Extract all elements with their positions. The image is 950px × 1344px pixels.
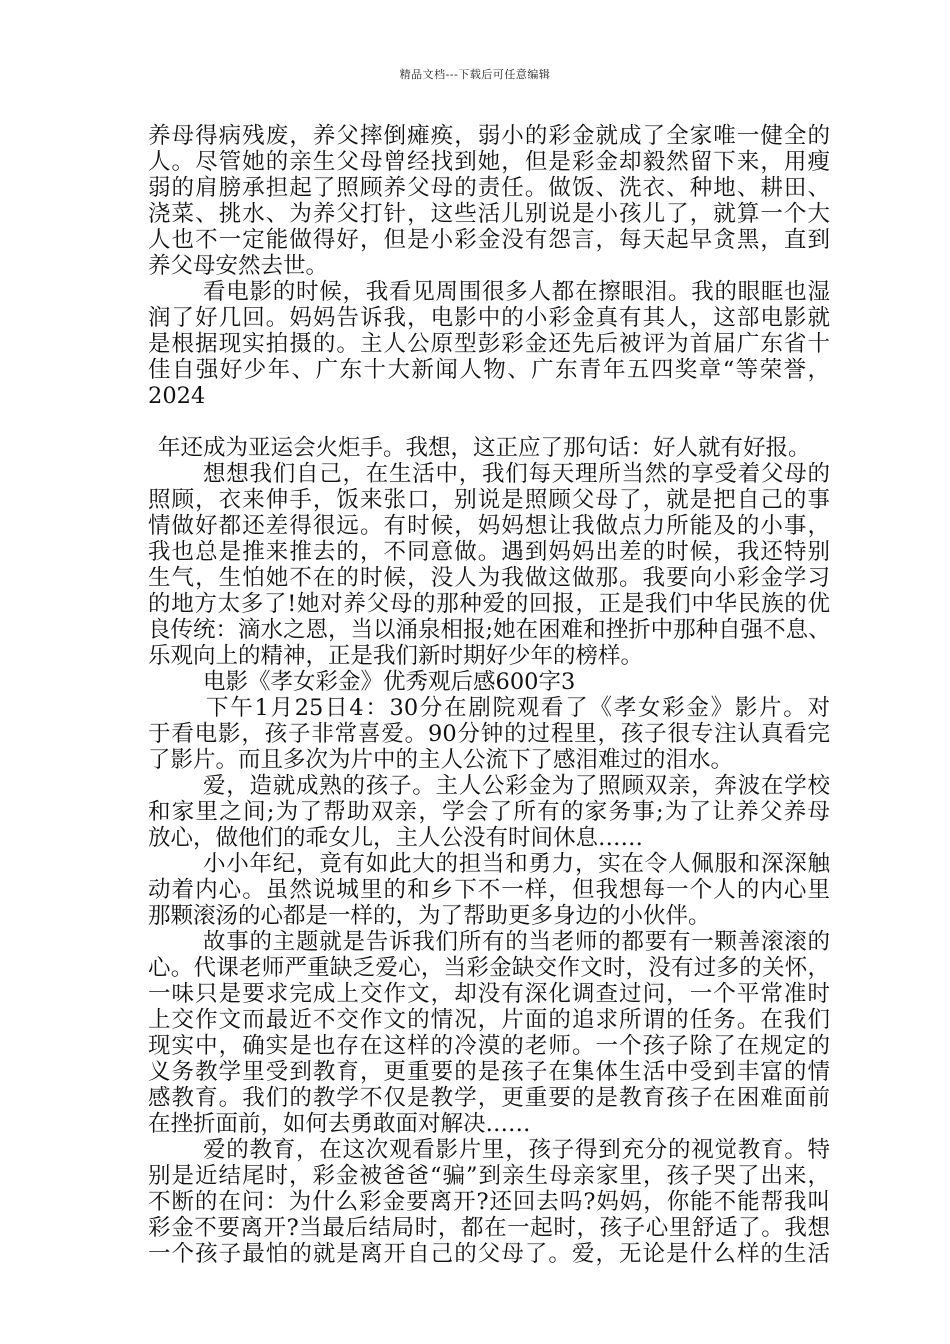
document-body	[148, 123, 830, 1267]
text-line: 不断的在问：为什么彩金要离开?还回去吗?妈妈，你能不能帮我叫	[148, 1189, 830, 1215]
text-line: 想想我们自己，在生活中，我们每天理所当然的享受着父母的	[203, 461, 830, 487]
text-line: 动着内心。虽然说城里的和乡下不一样，但我想每一个人的内心里	[148, 877, 830, 903]
text-line: 我也总是推来推去的，不同意做。遇到妈妈出差的时候，我还特别	[148, 539, 830, 565]
text-line: 那颗滚汤的心都是一样的，为了帮助更多身边的小伙伴。	[148, 903, 711, 929]
text-line: 人也不一定能做得好，但是小彩金没有怨言，每天起早贪黑，直到	[148, 227, 830, 253]
text-line: 养母得病残废，养父摔倒瘫痪，弱小的彩金就成了全家唯一健全的	[148, 123, 830, 149]
page-header: 精品文档---下载后可任意编辑	[399, 68, 551, 81]
text-line: 别是近结尾时，彩金被爸爸“骗”到亲生母亲家里，孩子哭了出来，	[148, 1163, 830, 1189]
text-line: 小小年纪，竟有如此大的担当和勇力，实在令人佩服和深深触	[203, 851, 830, 877]
text-line: 照顾，衣来伸手，饭来张口，别说是照顾父母了，就是把自己的事	[148, 487, 830, 513]
text-line: 义务教学里受到教育，更重要的是孩子在集体生活中受到丰富的情	[148, 1059, 830, 1085]
text-line: 彩金不要离开?当最后结局时，都在一起时，孩子心里舒适了。我想	[148, 1215, 830, 1241]
text-line: 一味只是要求完成上交作文，却没有深化调查过问，一个平常准时	[148, 981, 830, 1007]
text-line: 弱的肩膀承担起了照顾养父母的责任。做饭、洗衣、种地、耕田、	[148, 175, 830, 201]
text-line: 是根据现实拍摄的。主人公原型彭彩金还先后被评为首届广东省十	[148, 331, 830, 357]
text-line: 一个孩子最怕的就是离开自己的父母了。爱，无论是什么样的生活	[148, 1241, 830, 1267]
text-line: 人。尽管她的亲生父母曾经找到她，但是彩金却毅然留下来，用瘦	[148, 149, 830, 175]
text-line: 看电影的时候，我看见周围很多人都在擦眼泪。我的眼眶也湿	[203, 279, 830, 305]
text-line: 心。代课老师严重缺乏爱心，当彩金缺交作文时，没有过多的关怀，	[148, 955, 830, 981]
text-line: 2024	[148, 383, 206, 409]
text-line: 现实中，确实是也存在这样的冷漠的老师。一个孩子除了在规定的	[148, 1033, 830, 1059]
text-line: 故事的主题就是告诉我们所有的当老师的都要有一颗善滚滚的	[203, 929, 830, 955]
text-line: 电影《孝女彩金》优秀观后感600字3	[203, 669, 576, 695]
text-line: 放心，做他们的乖女儿，主人公没有时间休息……	[148, 825, 644, 851]
text-line: 的地方太多了!她对养父母的那种爱的回报，正是我们中华民族的优	[148, 591, 830, 617]
text-line: 情做好都还差得很远。有时候，妈妈想让我做点力所能及的小事，	[148, 513, 830, 539]
text-line: 浇菜、挑水、为养父打针，这些活儿别说是小孩儿了，就算一个大	[148, 201, 830, 227]
text-line: 润了好几回。妈妈告诉我，电影中的小彩金真有其人，这部电影就	[148, 305, 830, 331]
text-line: 生气，生怕她不在的时候，没人为我做这做那。我要向小彩金学习	[148, 565, 830, 591]
text-line: 于看电影，孩子非常喜爱。90分钟的过程里，孩子很专注认真看完	[148, 721, 830, 747]
text-line: 上交作文而最近不交作文的情况，片面的追求所谓的任务。在我们	[148, 1007, 830, 1033]
text-line: 在挫折面前，如何去勇敢面对解决……	[148, 1111, 531, 1137]
text-line: 和家里之间;为了帮助双亲，学会了所有的家务事;为了让养父养母	[148, 799, 830, 825]
text-line: 爱，造就成熟的孩子。主人公彩金为了照顾双亲，奔波在学校	[203, 773, 830, 799]
text-line: 养父母安然去世。	[148, 253, 329, 279]
text-line: 年还成为亚运会火炬手。我想，这正应了那句话：好人就有好报。	[158, 435, 811, 461]
text-line: 下午1月25日4：30分在剧院观看了《孝女彩金》影片。对	[206, 695, 830, 721]
text-line: 佳自强好少年、广东十大新闻人物、广东青年五四奖章“等荣誉，	[148, 357, 830, 383]
text-line: 感教育。我们的教学不仅是教学，更重要的是教育孩子在困难面前	[148, 1085, 830, 1111]
text-line: 乐观向上的精神，正是我们新时期好少年的榜样。	[148, 643, 644, 669]
text-line: 良传统：滴水之恩，当以涌泉相报;她在困难和挫折中那种自强不息、	[148, 617, 831, 643]
text-line: 爱的教育，在这次观看影片里，孩子得到充分的视觉教育。特	[203, 1137, 830, 1163]
blank-line	[148, 409, 830, 435]
text-line: 了影片。而且多次为片中的主人公流下了感泪难过的泪水。	[148, 747, 734, 773]
